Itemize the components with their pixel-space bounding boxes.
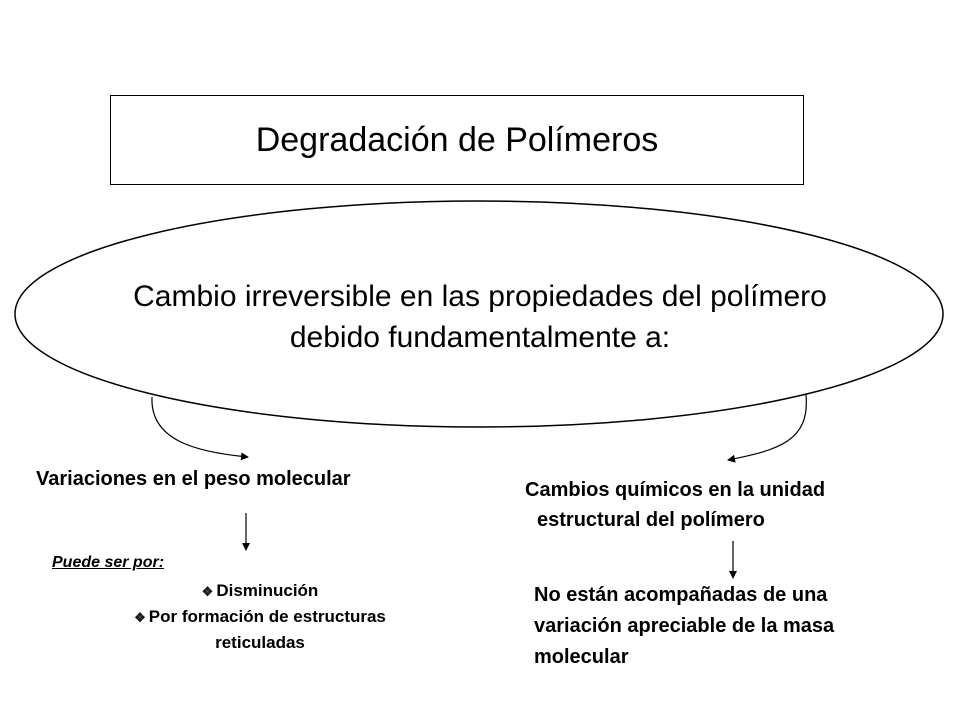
- right-branch-result: [534, 580, 834, 673]
- left-curved-arrow: [152, 397, 248, 457]
- title-box: [110, 95, 804, 185]
- right-result-line-2: variación apreciable de la masa: [534, 615, 835, 637]
- right-curved-arrow: [728, 395, 806, 460]
- list-item-text: Por formación de estructuras: [148, 607, 386, 626]
- right-result-line-1: No están acompañadas de una: [534, 584, 828, 606]
- diamond-bullet-icon: ❖: [134, 610, 146, 625]
- right-branch-heading: [525, 475, 825, 535]
- right-heading-line-2: estructural del polímero: [537, 509, 765, 531]
- right-heading-line-1: Cambios químicos en la unidad: [525, 479, 826, 501]
- list-item: [60, 578, 460, 604]
- left-branch-heading: Variaciones en el peso molecular: [36, 468, 351, 490]
- left-subheading: Puede ser por:: [52, 554, 165, 571]
- page-title: Degradación de Polímeros: [255, 120, 659, 159]
- list-item-text: Disminución: [216, 581, 319, 600]
- definition-line-2: debido fundamentalmente a:: [289, 321, 671, 354]
- list-item: [60, 604, 460, 630]
- right-result-line-3: molecular: [534, 646, 629, 668]
- definition-text: [40, 276, 920, 358]
- definition-line-1: Cambio irreversible en las propiedades del polímero: [133, 280, 827, 313]
- list-item-continuation: reticuladas: [215, 633, 305, 652]
- left-cause-list: [60, 578, 460, 655]
- diamond-bullet-icon: ❖: [201, 584, 214, 599]
